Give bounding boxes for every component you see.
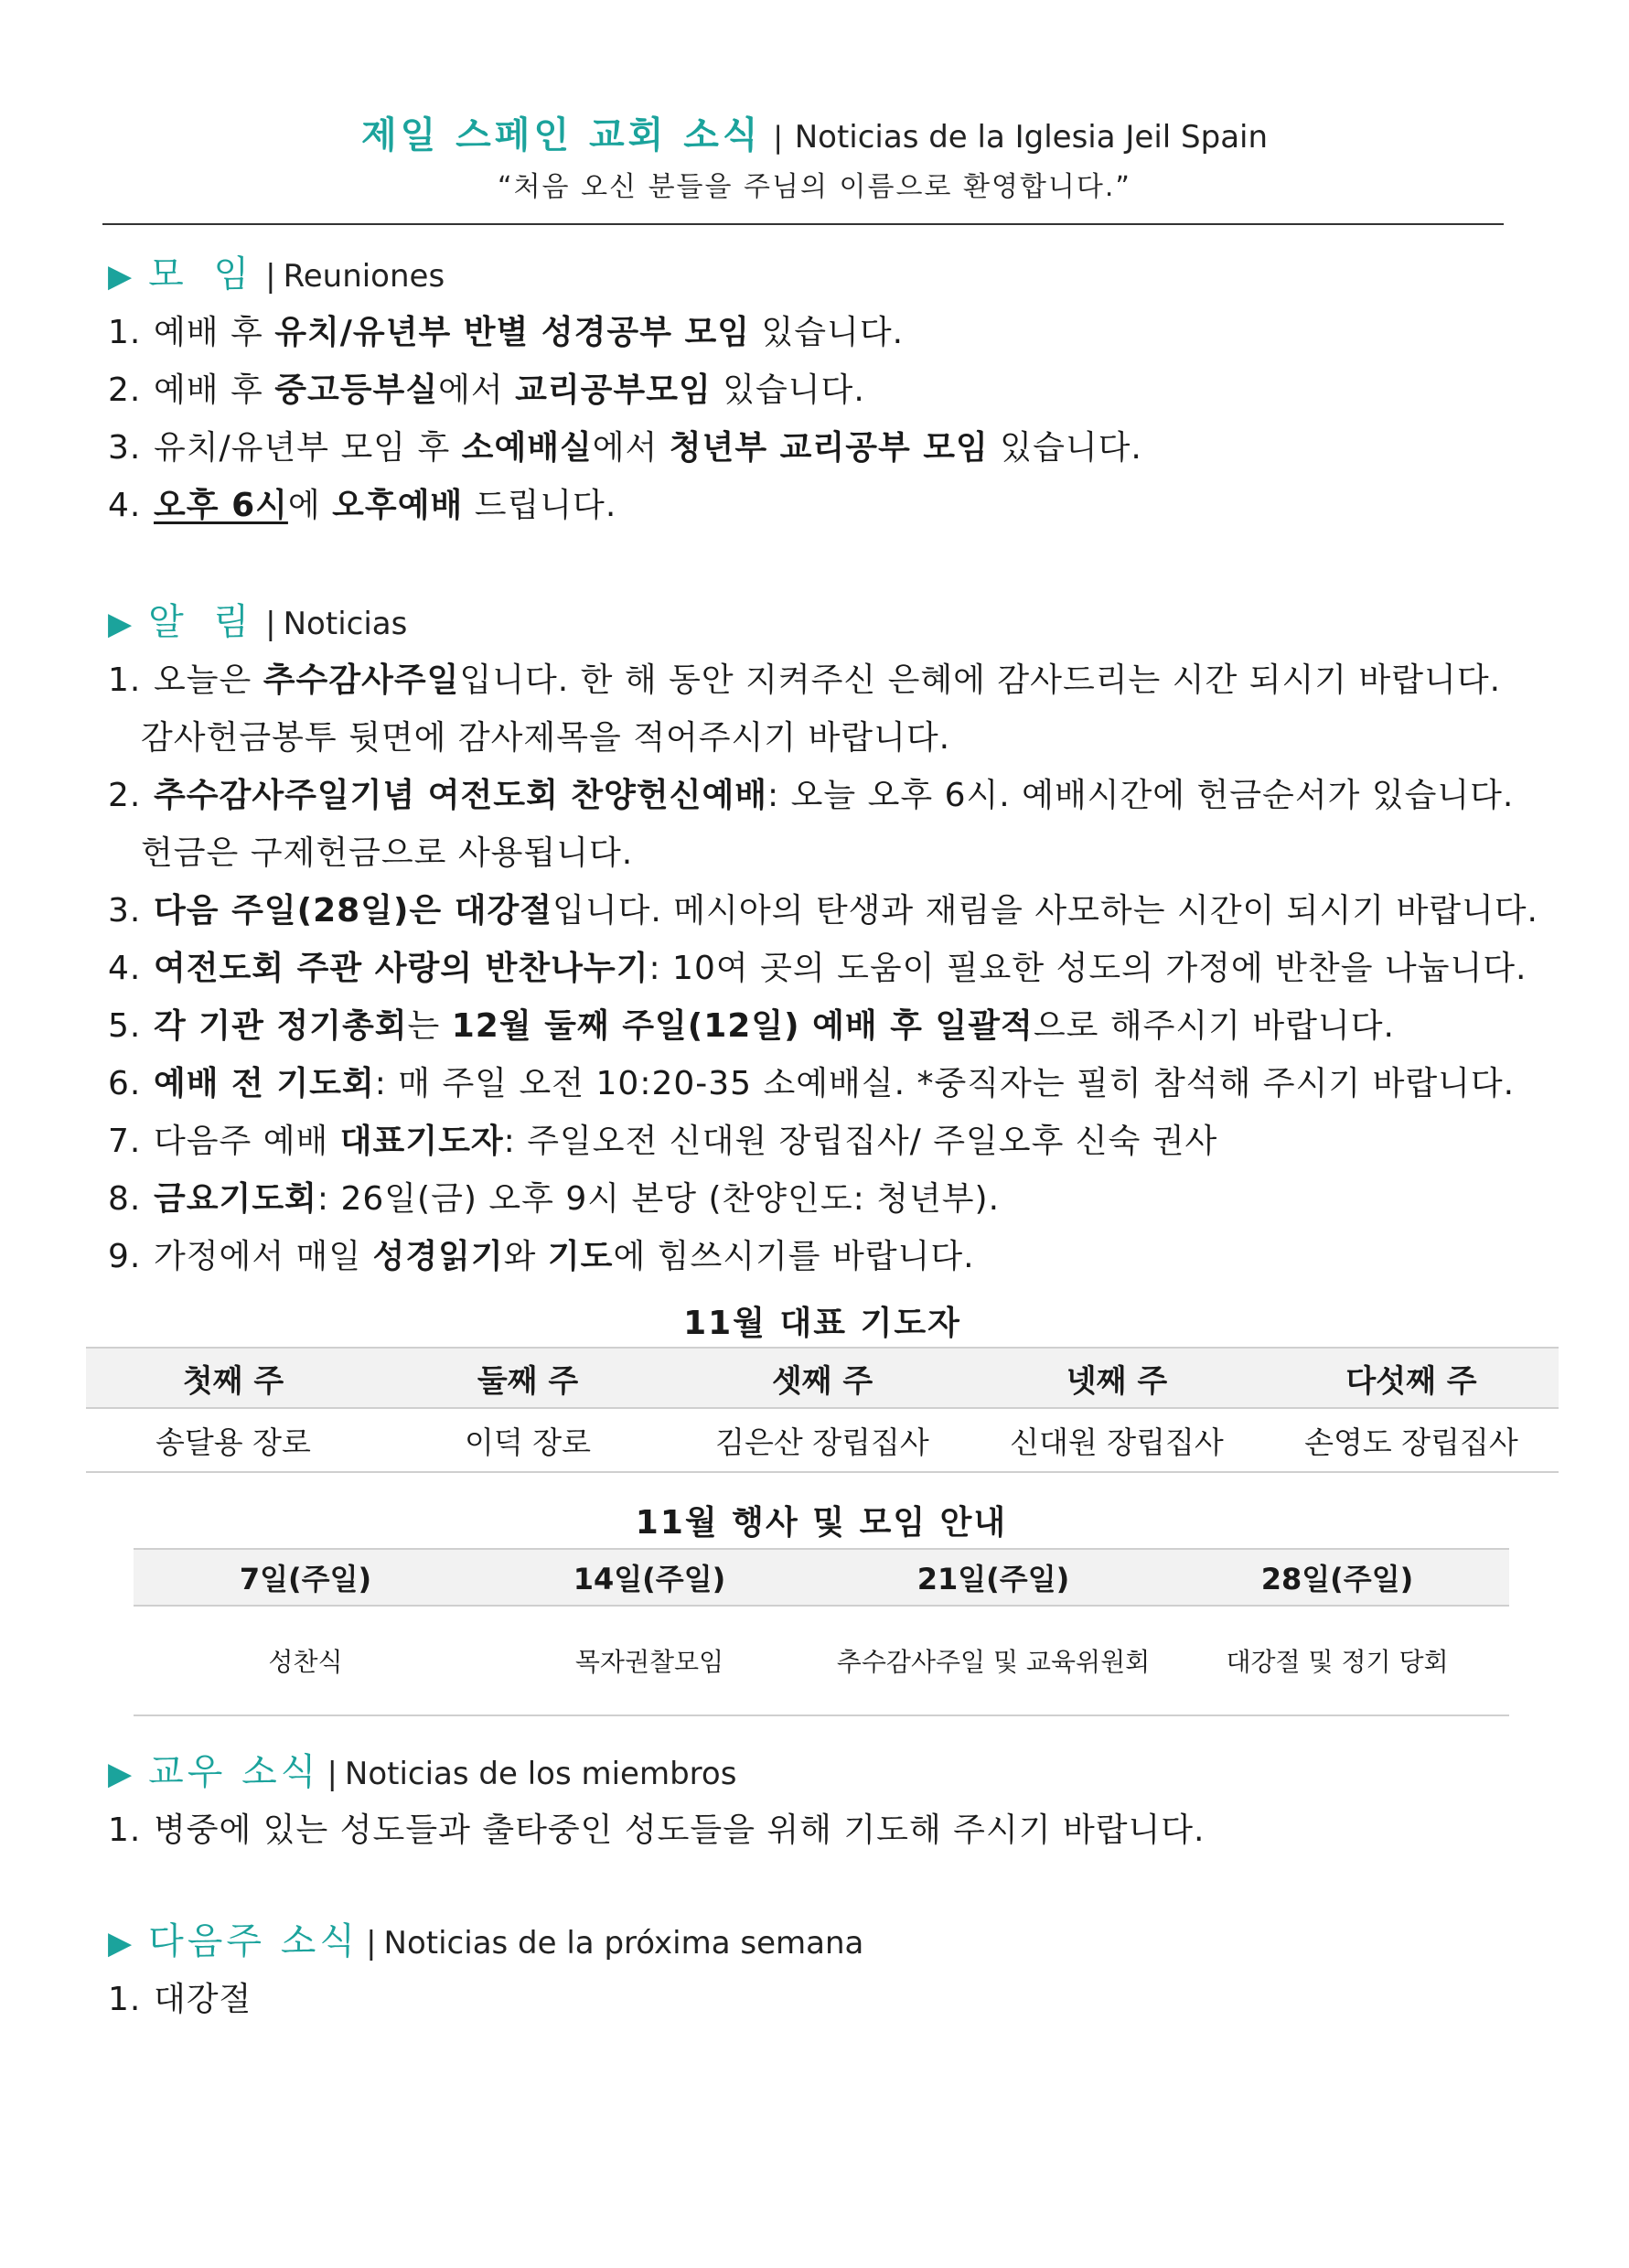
table-header-cell: 둘째 주 <box>380 1348 675 1408</box>
list-item: 1. 병중에 있는 성도들과 출타중인 성도들을 위해 기도해 주시기 바랍니다. <box>108 1811 1206 1849</box>
welcome-message: “처음 오신 분들을 주님의 이름으로 환영합니다.” <box>498 171 1131 203</box>
next-week-list <box>108 1971 1571 2028</box>
table-header-row <box>134 1549 1509 1606</box>
bulletin-header <box>0 108 1629 210</box>
section-next-week <box>108 1912 1571 2028</box>
prayer-table-title: 11월 대표 기도자 <box>683 1305 961 1342</box>
meeting-list <box>108 304 1571 534</box>
table-header-cell: 28일(주일) <box>1165 1549 1509 1606</box>
list-item: 1. 대강절 <box>108 1981 252 2018</box>
table-row <box>134 1606 1509 1715</box>
list-item: 7. 다음주 예배 대표기도자: 주일오전 신대원 장립집사/ 주일오후 신숙 권사 <box>108 1123 1218 1160</box>
table-header-cell: 셋째 주 <box>675 1348 970 1408</box>
list-item: 2. 추수감사주일기념 여전도회 찬양헌신예배: 오늘 오후 6시. 예배시간에 헌금순서가 있습니다. <box>108 777 1515 814</box>
section-title-spanish: Noticias de los miembros <box>344 1756 737 1792</box>
section-heading <box>108 593 1571 651</box>
section-separator: | <box>327 1756 338 1792</box>
table-cell: 손영도 장립집사 <box>1264 1408 1559 1472</box>
section-separator: | <box>265 258 276 295</box>
section-notices <box>108 593 1571 1285</box>
section-title-spanish: Noticias de la próxima semana <box>383 1925 864 1962</box>
list-item: 1. 예배 후 유치/유년부 반별 성경공부 모임 있습니다. <box>108 314 905 351</box>
table-header-cell: 7일(주일) <box>134 1549 477 1606</box>
section-separator: | <box>265 606 276 642</box>
list-item: 9. 가정에서 매일 성경읽기와 기도에 힘쓰시기를 바랍니다. <box>108 1238 975 1275</box>
table-cell: 송달용 장로 <box>86 1408 380 1472</box>
list-item: 1. 오늘은 추수감사주일입니다. 한 해 동안 지켜주신 은혜에 감사드리는 시간 되시기 바랍니다. <box>108 661 1502 699</box>
event-table-title: 11월 행사 및 모임 안내 <box>635 1504 1008 1542</box>
play-triangle-icon: ▶ <box>108 1756 133 1792</box>
table-cell: 이덕 장로 <box>380 1408 675 1472</box>
title-separator: | <box>773 120 783 155</box>
members-list <box>108 1801 1571 1859</box>
table-header-cell: 14일(주일) <box>477 1549 821 1606</box>
title-spanish: Noticias de la Iglesia Jeil Spain <box>794 119 1269 156</box>
table-cell: 김은산 장립집사 <box>675 1408 970 1472</box>
table-cell: 추수감사주일 및 교육위원회 <box>821 1606 1165 1715</box>
section-title-korean: 알 림 <box>148 601 259 643</box>
table-cell: 신대원 장립집사 <box>970 1408 1264 1472</box>
list-item: 8. 금요기도회: 26일(금) 오후 9시 본당 (찬양인도: 청년부). <box>108 1180 1001 1218</box>
event-table <box>134 1548 1509 1716</box>
header-divider <box>102 223 1504 225</box>
play-triangle-icon: ▶ <box>108 258 133 295</box>
section-title-korean: 교우 소식 <box>148 1751 320 1793</box>
list-item: 2. 예배 후 중고등부실에서 교리공부모임 있습니다. <box>108 371 865 409</box>
table-header-cell: 넷째 주 <box>970 1348 1264 1408</box>
list-item: 6. 예배 전 기도회: 매 주일 오전 10:20-35 소예배실. *중직자는 필히 참석해 주시기 바랍니다. <box>108 1065 1516 1102</box>
section-title-korean: 다음주 소식 <box>148 1920 359 1962</box>
table-cell: 대강절 및 정기 당회 <box>1165 1606 1509 1715</box>
section-title-spanish: Noticias <box>283 606 408 642</box>
title-korean: 제일 스페인 교회 소식 <box>360 114 762 156</box>
table-row <box>86 1408 1559 1472</box>
section-title-korean: 모 임 <box>148 253 259 296</box>
notice-list <box>108 651 1571 1285</box>
section-members <box>108 1743 1571 1859</box>
table-cell: 성찬식 <box>134 1606 477 1715</box>
section-meetings <box>108 245 1571 534</box>
list-item: 4. 오후 6시에 오후예배 드립니다. <box>108 487 617 524</box>
list-item: 4. 여전도회 주관 사랑의 반찬나누기: 10여 곳의 도움이 필요한 성도의 가정에 반찬을 나눕니다. <box>108 950 1527 987</box>
list-item: 3. 다음 주일(28일)은 대강절입니다. 메시아의 탄생과 재림을 사모하는 시간이 되시기 바랍니다. <box>108 892 1539 930</box>
play-triangle-icon: ▶ <box>108 606 133 642</box>
list-item: 3. 유치/유년부 모임 후 소예배실에서 청년부 교리공부 모임 있습니다. <box>108 429 1142 467</box>
prayer-table <box>86 1347 1559 1473</box>
section-title-spanish: Reuniones <box>283 258 445 295</box>
section-heading <box>108 1912 1571 1971</box>
section-heading <box>108 1743 1571 1801</box>
table-header-cell: 21일(주일) <box>821 1549 1165 1606</box>
play-triangle-icon: ▶ <box>108 1925 133 1962</box>
section-heading <box>108 245 1571 304</box>
table-header-row <box>86 1348 1559 1408</box>
list-item-continuation: 감사헌금봉투 뒷면에 감사제목을 적어주시기 바랍니다. <box>141 719 951 757</box>
bulletin-title <box>0 108 1629 165</box>
section-separator: | <box>366 1925 377 1962</box>
table-header-cell: 첫째 주 <box>86 1348 380 1408</box>
list-item-continuation: 헌금은 구제헌금으로 사용됩니다. <box>141 834 634 872</box>
table-cell: 목자권찰모임 <box>477 1606 821 1715</box>
list-item: 5. 각 기관 정기총회는 12월 둘째 주일(12일) 예배 후 일괄적으로 해주시기 바랍니다. <box>108 1007 1395 1045</box>
table-header-cell: 다섯째 주 <box>1264 1348 1559 1408</box>
